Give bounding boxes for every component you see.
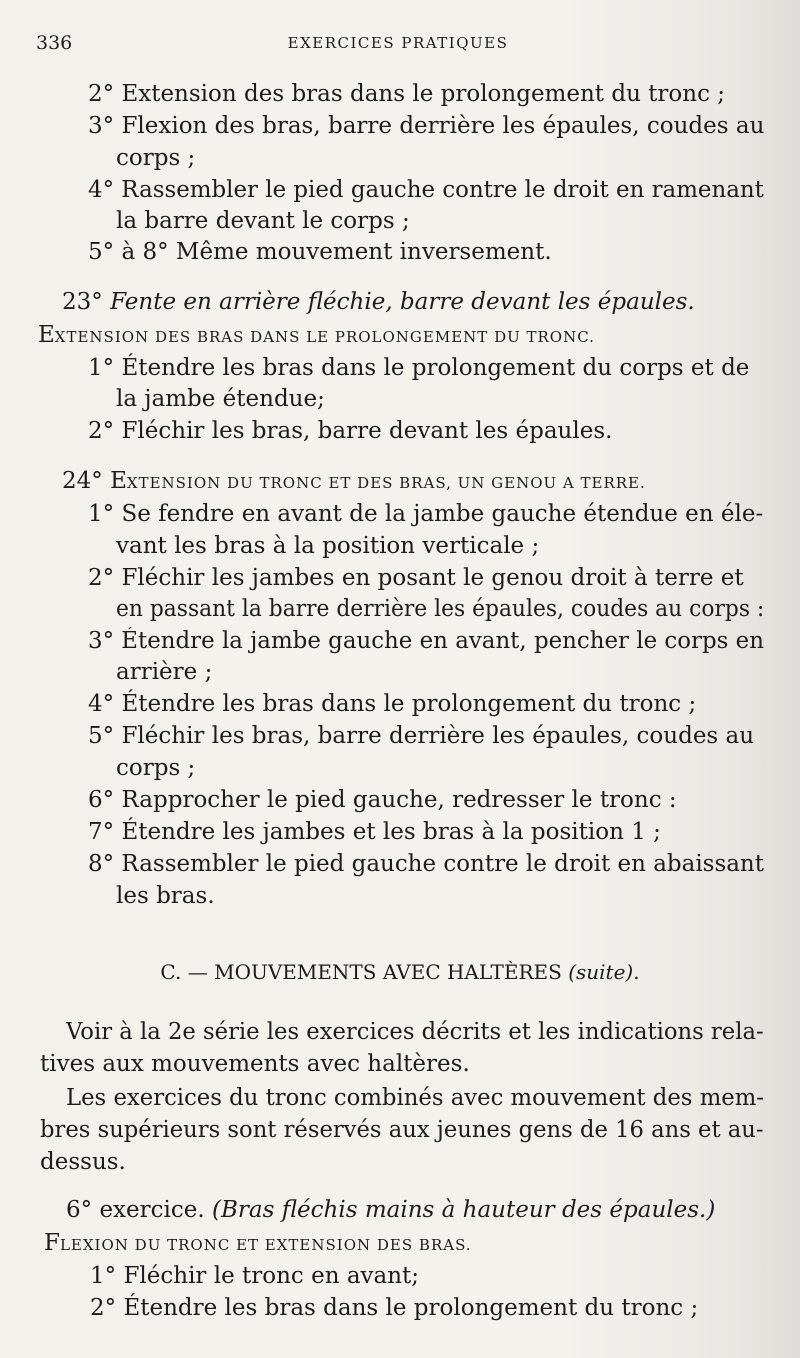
text-line: la jambe étendue; [116,386,325,412]
exercise-number: 23° [62,289,103,315]
text-line: 5° à 8° Même mouvement inversement. [88,239,552,265]
text-line: 3° Flexion des bras, barre derrière les épaules, coudes au [88,113,765,139]
text-line: 7° Étendre les jambes et les bras à la position 1 ; [88,819,661,845]
text-line: 2° Étendre les bras dans le prolongement du tronc ; [90,1295,699,1321]
exercise-number: 24° [62,468,103,494]
text-line: 1° Étendre les bras dans le prolongement du corps et de [88,355,750,381]
text-line: 5° Fléchir les bras, barre derrière les épaules, coudes au [88,723,755,749]
exercise-23-heading [62,288,695,316]
exercise-23-subtitle: EXTENSION DES BRAS DANS LE PROLONGEMENT DU TRONC. [38,322,595,348]
running-title: EXERCICES PRATIQUES [287,34,509,52]
text-line: en passant la barre derrière les épaules, coudes au corps : [116,596,765,622]
text-line: 4° Étendre les bras dans le prolongement du tronc ; [88,691,697,717]
paragraph-line: bres supérieurs sont réservés aux jeunes gens de 16 ans et au- [40,1117,764,1143]
text-line: corps ; [116,145,196,171]
text-line: la barre devant le corps ; [116,208,410,234]
text-line: 3° Étendre la jambe gauche en avant, pencher le corps en [88,628,764,654]
exercise-title: Fente en arrière fléchie, barre devant les épaules. [110,289,695,315]
text-line: vant les bras à la position verticale ; [116,533,540,559]
text-line: 2° Extension des bras dans le prolongement du tronc ; [88,81,726,107]
paragraph-line: Voir à la 2e série les exercices décrits et les indications rela- [66,1019,764,1045]
exercise-24-heading: 24° EXTENSION DU TRONC ET DES BRAS, UN GENOU A TERRE. [62,468,646,494]
paragraph-line: Les exercices du tronc combinés avec mouvement des mem- [66,1085,764,1111]
text-line: 6° Rapprocher le pied gauche, redresser le tronc : [88,787,677,813]
section-c-heading: C. — MOUVEMENTS AVEC HALTÈRES (suite). [160,960,640,984]
text-line: 1° Se fendre en avant de la jambe gauche étendue en éle- [88,501,764,527]
text-line: 2° Fléchir les bras, barre devant les épaules. [88,418,613,444]
paragraph-line: tives aux mouvements avec haltères. [40,1051,470,1077]
exercise-6-heading: 6° exercice. (Bras fléchis mains à hauteur des épaules.) [66,1197,716,1223]
page-number: 336 [36,32,73,54]
text-line: 8° Rassembler le pied gauche contre le droit en abaissant [88,851,764,877]
paragraph-line: dessus. [40,1149,126,1175]
text-line: 2° Fléchir les jambes en posant le genou droit à terre et [88,565,744,591]
text-line: corps ; [116,755,196,781]
text-line: 1° Fléchir le tronc en avant; [90,1263,420,1289]
text-line: 4° Rassembler le pied gauche contre le droit en ramenant [88,177,764,203]
page-header [36,32,760,58]
text-line: arrière ; [116,659,213,685]
text-line: les bras. [116,883,215,909]
exercise-6-subtitle: FLEXION DU TRONC ET EXTENSION DES BRAS. [44,1230,472,1256]
